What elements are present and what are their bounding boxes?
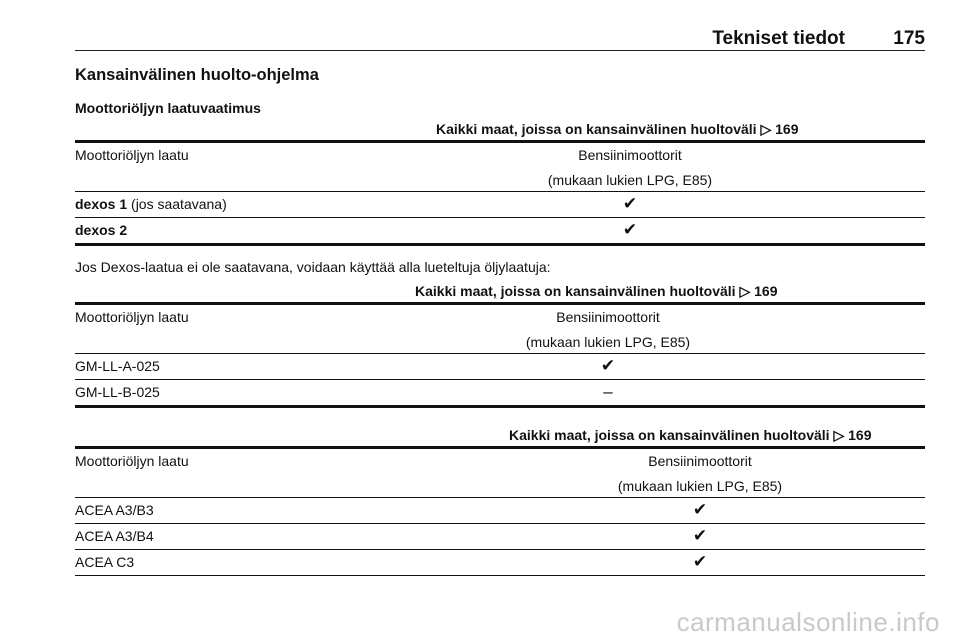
table-row — [75, 218, 925, 246]
header-col-petrol-engines: Bensiinimoottorit — [556, 309, 660, 325]
subsection-title: Moottoriöljyn laatuvaatimus — [75, 100, 261, 116]
row-label-bold: dexos 2 — [75, 222, 128, 238]
row-label: ACEA A3/B4 — [75, 528, 154, 544]
header-col-petrol-engines-sub: (mukaan lukien LPG, E85) — [525, 334, 691, 350]
table-header-row — [75, 449, 925, 498]
caption-page-ref[interactable]: 169 — [754, 283, 778, 299]
table-header-row — [75, 305, 925, 354]
header-col-petrol-engines: Bensiinimoottorit — [578, 147, 682, 163]
header-col-petrol-engines: Bensiinimoottorit — [648, 453, 752, 469]
check-icon: ✔ — [622, 194, 638, 213]
note-text: Jos Dexos-laatua ei ole saatavana, voidaan käyttää alla lueteltuja öljylaatuja: — [75, 259, 551, 275]
caption-page-ref[interactable]: 169 — [775, 121, 799, 137]
row-label — [75, 222, 127, 238]
row-label: ACEA C3 — [75, 554, 135, 570]
header-col-oil-quality: Moottoriöljyn laatu — [75, 147, 189, 163]
caption-text: Kaikki maat, joissa on kansainvälinen huoltoväli — [415, 283, 736, 299]
check-icon: ✔ — [692, 500, 708, 519]
check-icon: ✔ — [600, 356, 616, 375]
watermark: carmanualsonline.info — [676, 607, 940, 637]
section-title: Kansainvälinen huolto-ohjelma — [75, 66, 319, 84]
table-row — [75, 524, 925, 550]
row-label: GM-LL-B-025 — [75, 384, 160, 400]
table-row — [75, 380, 925, 408]
caption-text: Kaikki maat, joissa on kansainvälinen huoltoväli — [509, 427, 830, 443]
oil-quality-table-gm — [75, 280, 925, 408]
table-row — [75, 354, 925, 380]
table-row — [75, 550, 925, 576]
table-row — [75, 192, 925, 218]
row-label: ACEA A3/B3 — [75, 502, 154, 518]
table-caption — [75, 424, 925, 449]
oil-quality-table-acea — [75, 424, 925, 576]
header-col-oil-quality: Moottoriöljyn laatu — [75, 453, 189, 469]
check-icon: ✔ — [692, 552, 708, 571]
table-row — [75, 498, 925, 524]
header-col-oil-quality: Moottoriöljyn laatu — [75, 309, 189, 325]
row-label — [75, 196, 227, 212]
header-col-petrol-engines-sub: (mukaan lukien LPG, E85) — [617, 478, 783, 494]
table-caption — [75, 118, 925, 143]
row-label-rest: (jos saatavana) — [127, 196, 227, 212]
page-header — [75, 28, 925, 51]
oil-quality-table-dexos — [75, 118, 925, 246]
header-col-petrol-engines-sub: (mukaan lukien LPG, E85) — [547, 172, 713, 188]
header-title: Tekniset tiedot — [712, 28, 845, 49]
dash-icon: – — [603, 382, 613, 401]
check-icon: ✔ — [692, 526, 708, 545]
page-reference-icon[interactable]: ▷ — [760, 121, 772, 137]
caption-text: Kaikki maat, joissa on kansainvälinen huoltoväli — [436, 121, 757, 137]
row-label-bold: dexos 1 — [75, 196, 128, 212]
page-reference-icon[interactable]: ▷ — [833, 427, 845, 443]
page-number: 175 — [893, 28, 925, 49]
page-reference-icon[interactable]: ▷ — [739, 283, 751, 299]
row-label: GM-LL-A-025 — [75, 358, 160, 374]
table-caption — [75, 280, 925, 305]
check-icon: ✔ — [622, 220, 638, 239]
caption-page-ref[interactable]: 169 — [848, 427, 872, 443]
table-header-row — [75, 143, 925, 192]
